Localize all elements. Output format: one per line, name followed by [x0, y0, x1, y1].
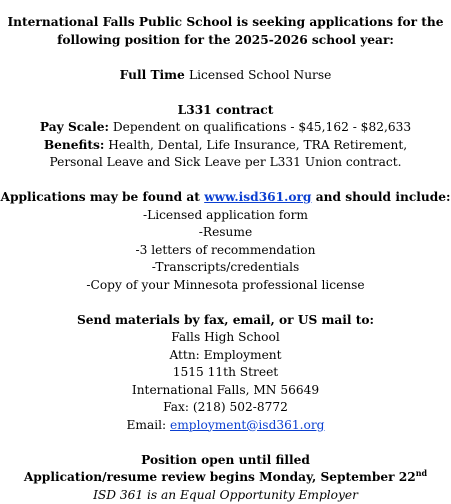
intro-line-1: International Falls Public School is seeking applications for the [0, 14, 451, 32]
send-heading: Send materials by fax, email, or US mail to: [0, 312, 451, 330]
applications-heading [0, 189, 451, 207]
email-line [0, 417, 451, 435]
spacer [0, 294, 451, 312]
pay-scale [0, 119, 451, 137]
address-line: Falls High School [0, 329, 451, 347]
pay-scale-label: Pay Scale: [40, 120, 109, 134]
applications-suffix: and should include: [311, 190, 450, 204]
position-title [0, 67, 451, 85]
address-line: Attn: Employment [0, 347, 451, 365]
website-link[interactable]: www.isd361.org [204, 190, 311, 204]
spacer [0, 434, 451, 452]
applications-prefix: Applications may be found at [0, 190, 204, 204]
contract-type: L331 contract [0, 102, 451, 120]
review-date [0, 469, 451, 487]
address-line: International Falls, MN 56649 [0, 382, 451, 400]
review-date-suffix: nd [416, 468, 427, 478]
requirement-item: -Licensed application form [0, 207, 451, 225]
benefits-label: Benefits: [44, 138, 105, 152]
review-date-text: Application/resume review begins Monday, September 22 [24, 470, 416, 484]
position-prefix: Full Time [120, 68, 189, 82]
requirement-item: -3 letters of recommendation [0, 242, 451, 260]
benefits-continued: Personal Leave and Sick Leave per L331 Union contract. [0, 154, 451, 172]
fax-line: Fax: (218) 502-8772 [0, 399, 451, 417]
pay-scale-value: Dependent on qualifications - $45,162 - $82,633 [109, 120, 411, 134]
email-label: Email: [127, 418, 171, 432]
position-open: Position open until filled [0, 452, 451, 470]
email-link[interactable]: employment@isd361.org [170, 418, 324, 432]
benefits-value: Health, Dental, Life Insurance, TRA Retirement, [104, 138, 407, 152]
spacer [0, 84, 451, 102]
benefits [0, 137, 451, 155]
intro-line-2: following position for the 2025-2026 school year: [0, 32, 451, 50]
spacer [0, 172, 451, 190]
requirement-item: -Resume [0, 224, 451, 242]
position-name: Licensed School Nurse [189, 68, 331, 82]
eoe-statement: ISD 361 is an Equal Opportunity Employer [0, 487, 451, 504]
address-line: 1515 11th Street [0, 364, 451, 382]
spacer [0, 49, 451, 67]
requirement-item: -Transcripts/credentials [0, 259, 451, 277]
requirement-item: -Copy of your Minnesota professional license [0, 277, 451, 295]
